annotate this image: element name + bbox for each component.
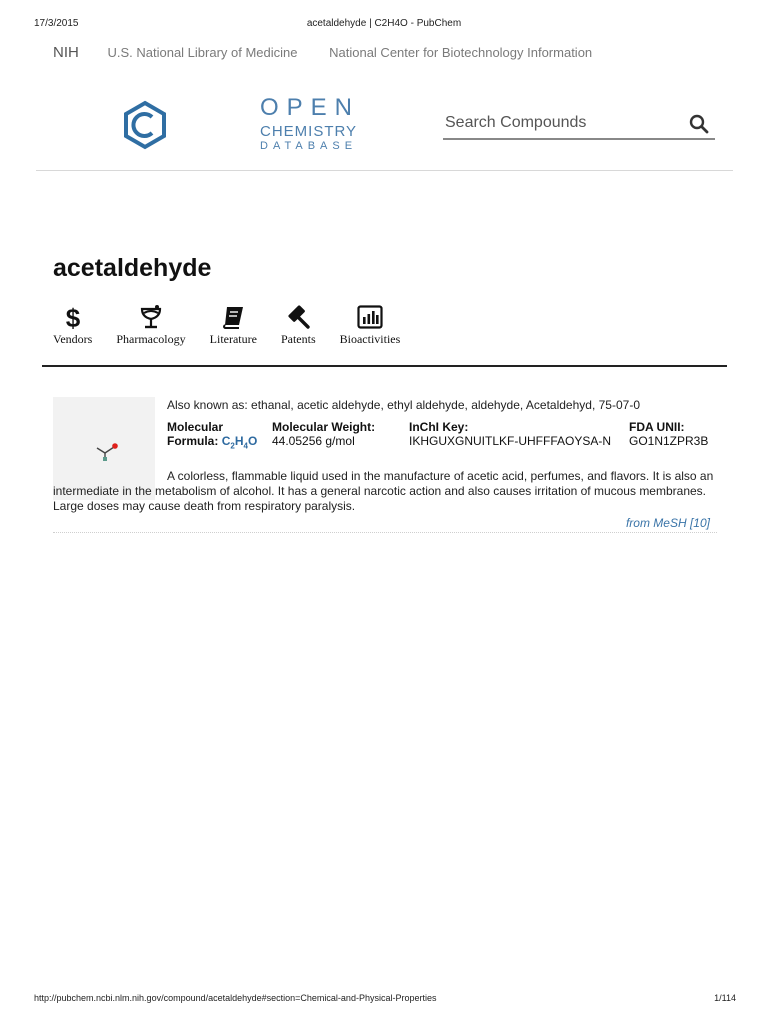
print-title: acetaldehyde | C2H4O - PubChem <box>306 18 462 29</box>
inchi-cell <box>409 420 629 448</box>
search-icon[interactable] <box>689 114 709 134</box>
tool-pharmacology[interactable] <box>116 303 185 347</box>
formula-label-1: Molecular <box>167 420 224 434</box>
brand-chemistry: CHEMISTRY <box>260 123 358 140</box>
unii-label: FDA UNII: <box>629 420 685 434</box>
formula-cell <box>167 420 272 450</box>
compound-description: A colorless, flammable liquid used in the manufacture of acetic acid, perfumes, and flavors. It is also an intermediate in the metabolism of alcohol. It has a general narcotic action and also causes irritation of mucous membranes. Large doses may cause death from respiratory paralysis. <box>53 469 714 513</box>
inchi-value: IKHGUXGNUITLKF-UHFFFAOYSA-N <box>409 434 612 448</box>
tool-vendors[interactable] <box>53 303 92 347</box>
tool-patents-label: Patents <box>280 332 316 346</box>
dollar-icon <box>64 303 82 331</box>
bar-chart-icon <box>357 303 383 331</box>
nih-bar <box>53 44 592 61</box>
pubchem-logo-icon[interactable] <box>120 100 170 150</box>
summary-divider <box>53 532 717 533</box>
tool-literature[interactable] <box>210 303 257 347</box>
nih-link[interactable]: NIH <box>53 44 79 61</box>
weight-value: 44.05256 g/mol <box>272 434 355 448</box>
print-page-number: 1/114 <box>714 993 736 1003</box>
search-input[interactable] <box>443 112 677 134</box>
unii-value: GO1N1ZPR3B <box>629 434 709 448</box>
tool-vendors-label: Vendors <box>53 332 93 346</box>
tool-literature-label: Literature <box>209 332 257 346</box>
inchi-label: InChI Key: <box>409 420 469 434</box>
svg-text:$: $ <box>65 303 80 331</box>
also-known-as: Also known as: ethanal, acetic aldehyde, ethyl aldehyde, aldehyde, Acetaldehyd, 75-07-0 <box>167 398 640 412</box>
tool-bioactivities[interactable] <box>340 303 401 347</box>
unii-cell <box>629 420 719 448</box>
print-date: 17/3/2015 <box>34 18 79 29</box>
tool-patents[interactable] <box>281 303 316 347</box>
header-divider <box>36 170 733 171</box>
pharmacy-icon <box>139 303 163 331</box>
ncbi-link[interactable]: National Center for Biotechnology Information <box>329 45 593 60</box>
formula-link[interactable]: $C_2H_4O$ <box>221 434 258 451</box>
print-url: http://pubchem.ncbi.nlm.nih.gov/compound/acetaldehyde#section=Chemical-and-Physical-Properties <box>34 993 437 1003</box>
compound-title: acetaldehyde <box>53 254 212 282</box>
tool-pharmacology-label: Pharmacology <box>116 332 186 346</box>
search-box <box>443 112 715 140</box>
mesh-source-link[interactable]: from MeSH [10] <box>625 516 710 530</box>
brand-database: DATABASE <box>260 140 358 152</box>
formula-label-2: Formula: <box>167 434 219 448</box>
toolbar-divider <box>42 365 727 367</box>
brand-open: OPEN <box>260 94 361 121</box>
gavel-icon <box>285 303 311 331</box>
weight-cell <box>272 420 412 448</box>
weight-label: Molecular Weight: <box>272 420 376 434</box>
nlm-link[interactable]: U.S. National Library of Medicine <box>107 45 298 60</box>
tool-bioactivities-label: Bioactivities <box>339 332 401 346</box>
brand-wordmark[interactable] <box>260 95 360 153</box>
section-toolbar <box>53 303 424 347</box>
book-icon <box>221 303 245 331</box>
